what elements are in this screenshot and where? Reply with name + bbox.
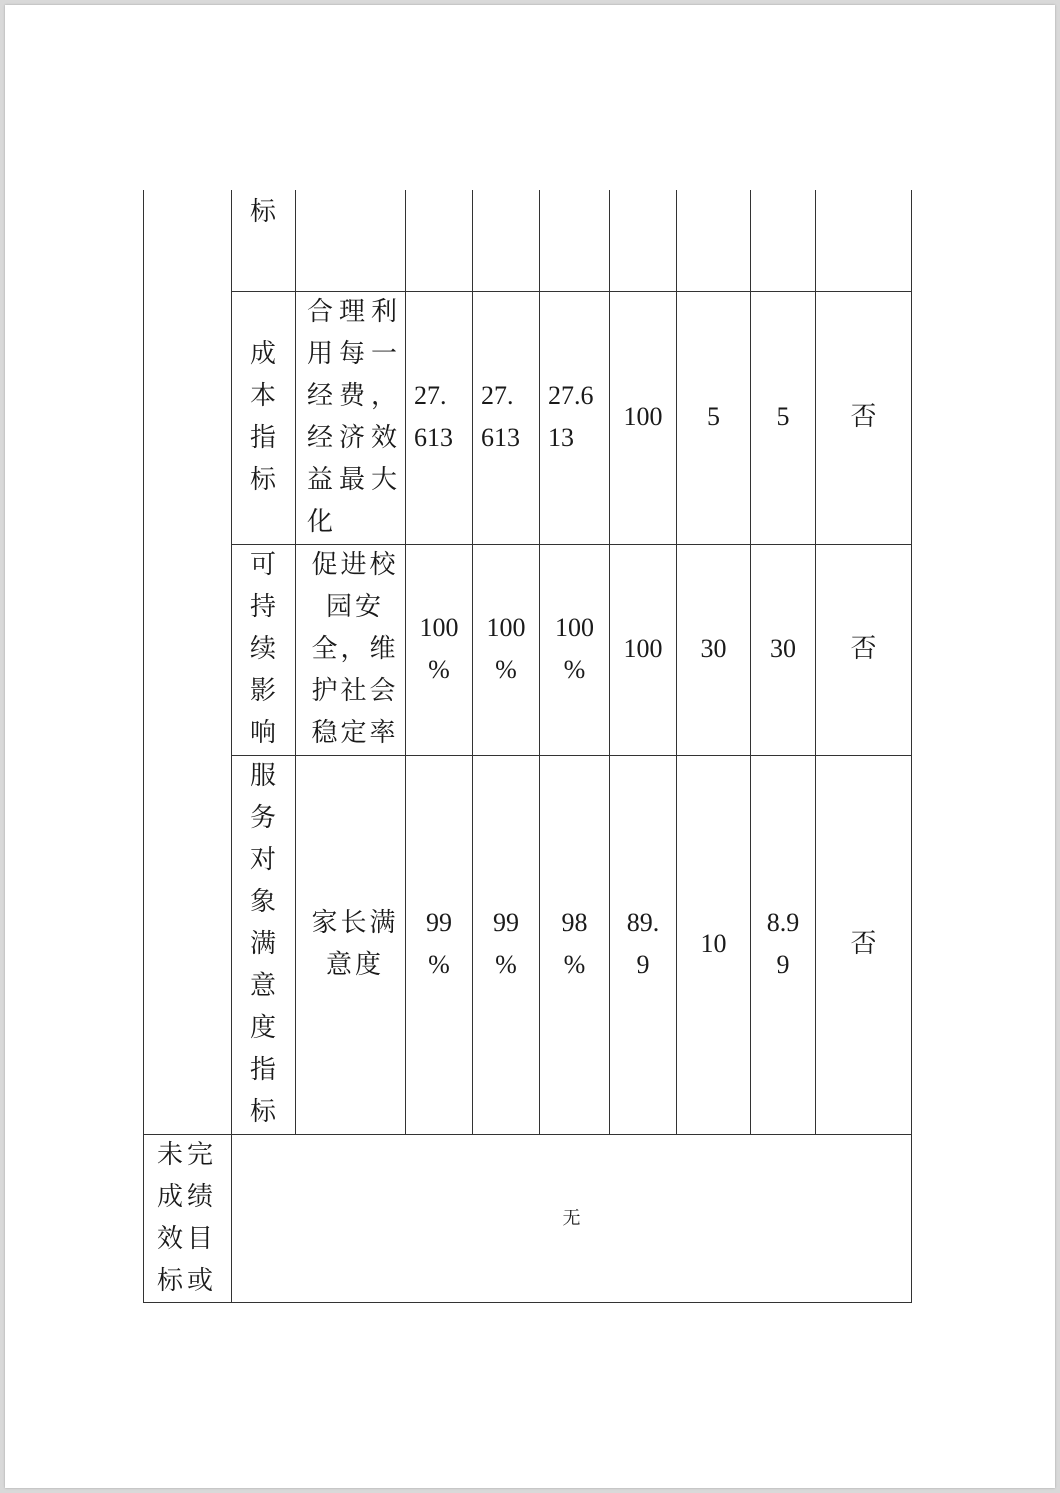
value-cell: 30 [700,634,727,663]
value-cell: 否 [850,634,877,664]
value-cell: 98 % [561,908,588,979]
value-cell: 5 [776,402,790,431]
value-cell: 99 % [426,908,452,979]
row-divider [231,755,912,756]
table-bottom-border [143,1302,912,1303]
value-cell: 27. 613 [414,381,453,452]
value-cell: 100 [623,402,663,431]
value-cell: 99 % [493,908,519,979]
footer-value-cell: 无 [562,1208,581,1229]
value-cell: 8.9 9 [766,908,800,979]
value-cell: 27. 613 [481,381,520,452]
footer-label-cell: 未完 成绩 效目 标或 [157,1140,218,1296]
value-cell: 否 [850,929,877,959]
value-cell: 5 [707,402,720,431]
category-cell: 服 务 对 象 满 意 度 指 标 [249,761,276,1127]
indicator-cell: 合理利 用每一 经费， 经济效 益最大 化 [307,297,404,537]
value-cell: 89. 9 [626,908,660,979]
column-divider [231,190,232,1303]
value-cell: 否 [850,402,877,432]
document-page [5,5,1055,1488]
value-cell: 30 [770,634,796,663]
value-cell: 27.6 13 [548,381,594,452]
table-right-border [911,190,912,1303]
table-left-border [143,190,144,1303]
category-cell: 可 持 续 影 响 [249,550,276,748]
value-cell: 100 % [419,613,459,684]
value-cell: 100 % [486,613,526,684]
category-cell: 标 [249,197,276,227]
column-divider [295,190,296,1135]
value-cell: 100 % [555,613,594,684]
value-cell: 100 [623,634,663,663]
row-divider [143,1134,912,1135]
category-cell: 成 本 指 标 [249,339,276,495]
indicator-cell: 促进校 园安 全，维 护社会 稳定率 [311,550,399,748]
indicator-cell: 家长满 意度 [311,908,399,980]
value-cell: 10 [700,929,727,958]
